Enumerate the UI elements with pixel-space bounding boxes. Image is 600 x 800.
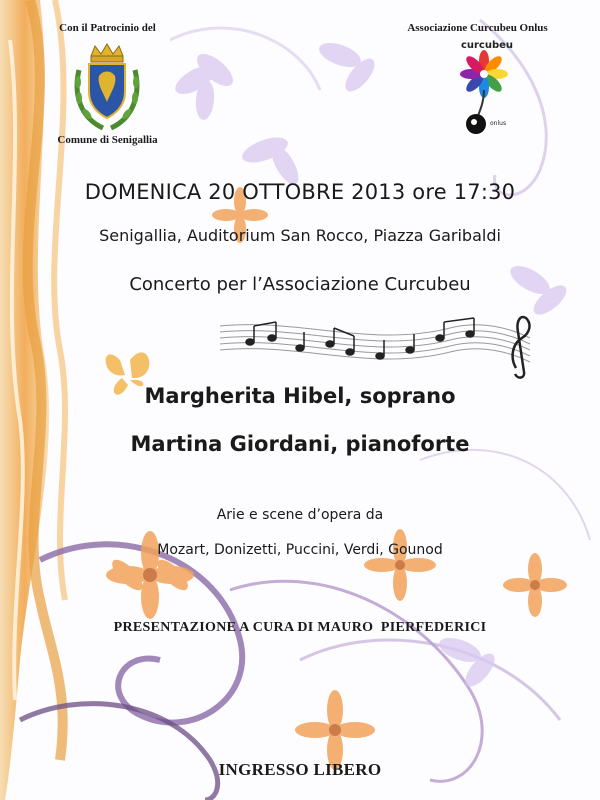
program-intro: Arie e scene d’opera da bbox=[216, 507, 384, 523]
performer-pianist: Martina Giordani, pianoforte bbox=[130, 432, 470, 456]
municipality-name: Comune di Senigallia bbox=[57, 134, 158, 146]
coat-of-arms-icon bbox=[73, 40, 141, 132]
treble-clef-icon bbox=[513, 317, 530, 378]
rainbow-flower-logo-icon bbox=[448, 44, 520, 140]
presenter-line: PRESENTAZIONE A CURA DI MAURO PIERFEDERICI bbox=[113, 620, 487, 635]
patronage-line: Con il Patrocinio del bbox=[59, 22, 156, 34]
association-name: Associazione Curcubeu Onlus bbox=[407, 22, 548, 34]
logo-sub: onlus bbox=[490, 120, 507, 127]
event-date-time: DOMENICA 20 OTTOBRE 2013 ore 17:30 bbox=[84, 180, 516, 204]
event-venue: Senigallia, Auditorium San Rocco, Piazza Garibaldi bbox=[99, 226, 501, 245]
music-notes-icon bbox=[220, 308, 540, 380]
logo-wordmark: curcubeu bbox=[460, 40, 514, 51]
event-title: Concerto per l’Associazione Curcubeu bbox=[129, 274, 471, 295]
admission-line: INGRESSO LIBERO bbox=[218, 760, 382, 779]
program-composers: Mozart, Donizetti, Puccini, Verdi, Gounod bbox=[157, 542, 443, 558]
performer-soprano: Margherita Hibel, soprano bbox=[144, 384, 456, 408]
